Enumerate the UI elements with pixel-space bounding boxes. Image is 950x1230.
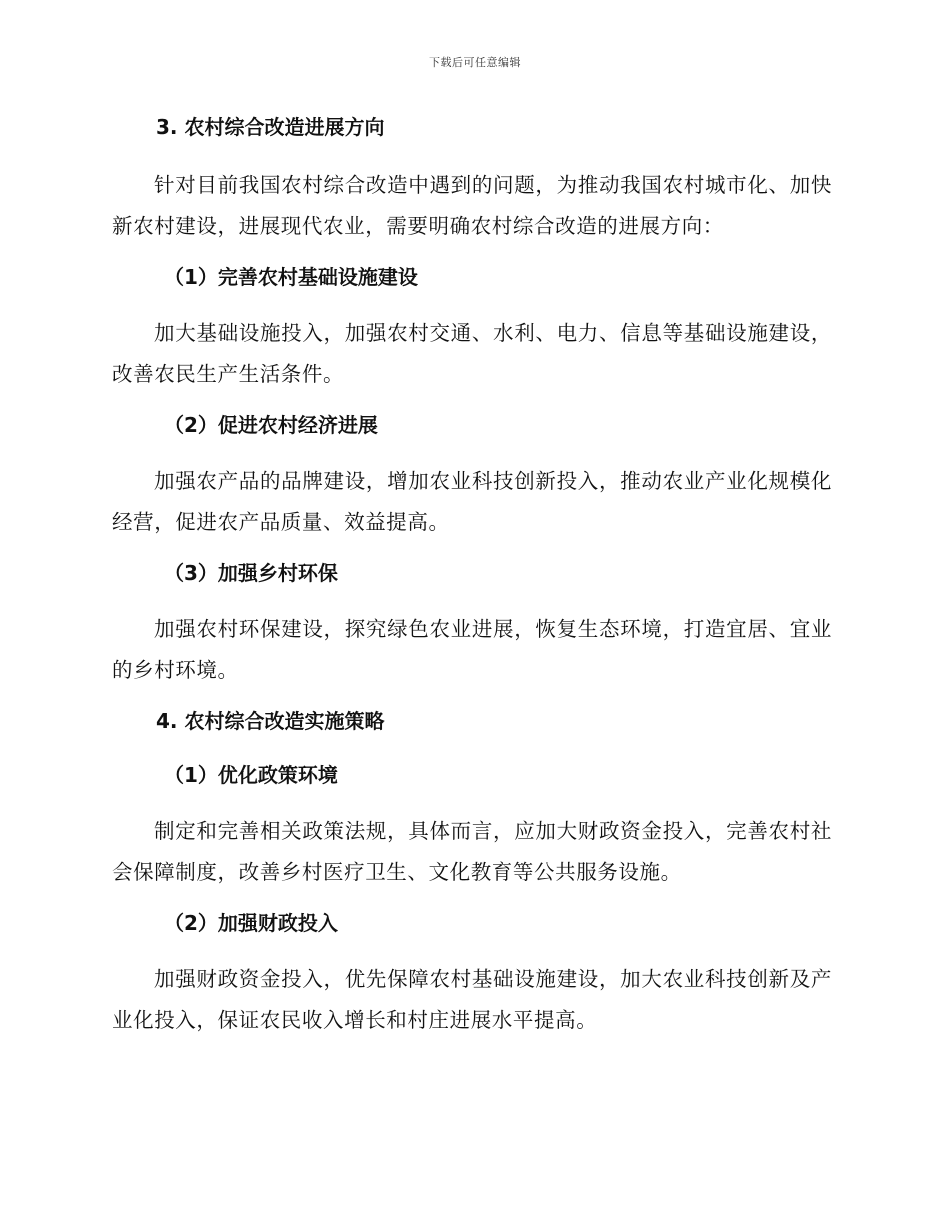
section-3-title: 3. 农村综合改造进展方向	[156, 115, 385, 139]
section-4-item-1-heading: （1）优化政策环境	[164, 763, 338, 787]
section-3-item-1-heading: （1）完善农村基础设施建设	[164, 265, 418, 289]
section-4-title: 4. 农村综合改造实施策略	[156, 709, 385, 733]
section-3-item-2-body: 加强农产品的品牌建设，增加农业科技创新投入，推动农业产业化规模化经营，促进农产品质量、效益提高。	[112, 469, 832, 534]
page-header: 下载后可任意编辑	[429, 56, 521, 69]
section-3-item-3-heading: （3）加强乡村环保	[164, 561, 338, 585]
section-4-item-1-body: 制定和完善相关政策法规，具体而言，应加大财政资金投入，完善农村社会保障制度，改善乡村医疗卫生、文化教育等公共服务设施。	[112, 819, 832, 884]
section-4-item-2-body: 加强财政资金投入，优先保障农村基础设施建设，加大农业科技创新及产业化投入，保证农民收入增长和村庄进展水平提高。	[112, 967, 832, 1032]
section-3-item-2-heading: （2）促进农村经济进展	[164, 413, 378, 437]
section-3-intro: 针对目前我国农村综合改造中遇到的问题，为推动我国农村城市化、加快新农村建设，进展现代农业，需要明确农村综合改造的进展方向：	[112, 173, 832, 238]
section-3-item-1-body: 加大基础设施投入，加强农村交通、水利、电力、信息等基础设施建设，改善农民生产生活条件。	[112, 321, 832, 386]
document-body	[112, 111, 832, 1055]
section-4-item-2-heading: （2）加强财政投入	[164, 911, 338, 935]
section-3-item-3-body: 加强农村环保建设，探究绿色农业进展，恢复生态环境，打造宜居、宜业的乡村环境。	[112, 617, 832, 682]
